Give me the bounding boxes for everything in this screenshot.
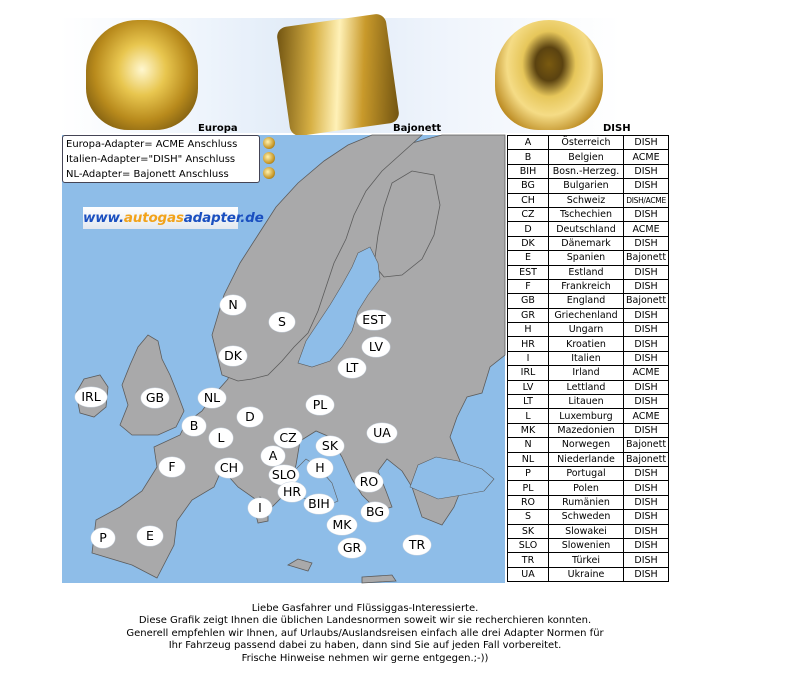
country-code-cell: CH: [508, 193, 549, 207]
country-name-cell: Schweden: [549, 510, 624, 524]
country-code-cell: H: [508, 323, 549, 337]
map-label-LV: LV: [362, 337, 390, 357]
country-name-cell: Portugal: [549, 466, 624, 480]
country-name-cell: Litauen: [549, 395, 624, 409]
table-row: [508, 438, 669, 452]
adapter-legend: [62, 135, 260, 183]
table-row: [508, 524, 669, 538]
table-row: [508, 538, 669, 552]
country-code-cell: L: [508, 409, 549, 423]
country-name-cell: Ukraine: [549, 567, 624, 581]
country-type-cell: DISH: [624, 538, 669, 552]
table-row: [508, 510, 669, 524]
table-row: [508, 423, 669, 437]
autogasadapter-logo[interactable]: www.autogasadapter.de: [83, 207, 238, 229]
black-sea-shape: [410, 457, 494, 499]
country-code-cell: A: [508, 136, 549, 150]
country-type-cell: DISH: [624, 510, 669, 524]
country-code-cell: MK: [508, 423, 549, 437]
country-name-cell: Italien: [549, 351, 624, 365]
map-label-HR: HR: [278, 482, 306, 502]
great-britain-shape: [120, 335, 184, 435]
map-label-UA: UA: [367, 423, 397, 443]
country-code-cell: PL: [508, 481, 549, 495]
country-type-cell: Bajonett: [624, 452, 669, 466]
map-label-SLO: SLO: [269, 465, 299, 485]
crete-shape: [362, 575, 396, 583]
country-code-cell: EST: [508, 265, 549, 279]
footer-line: Ihr Fahrzeug passend dabei zu haben, dann sind Sie auf jeden Fall vorbereitet.: [168, 640, 562, 652]
country-type-cell: DISH: [624, 351, 669, 365]
map-label-L: L: [209, 428, 233, 448]
country-type-cell: DISH: [624, 136, 669, 150]
table-row: [508, 452, 669, 466]
table-row: [508, 495, 669, 509]
country-type-cell: DISH: [624, 423, 669, 437]
country-type-cell: ACME: [624, 222, 669, 236]
map-label-EST: EST: [357, 310, 391, 330]
map-label-DK: DK: [219, 346, 247, 366]
caption-bajonett: Bajonett: [393, 123, 442, 134]
table-row: [508, 193, 669, 207]
map-label-CZ: CZ: [274, 428, 302, 448]
country-name-cell: Slowenien: [549, 538, 624, 552]
table-row: [508, 136, 669, 150]
country-name-cell: Niederlande: [549, 452, 624, 466]
country-type-cell: DISH/ACME: [624, 193, 669, 207]
country-code-cell: D: [508, 222, 549, 236]
dish-adapter-photo: [495, 20, 603, 130]
country-name-cell: Rumänien: [549, 495, 624, 509]
caption-dish: DISH: [603, 123, 631, 134]
map-label-H: H: [307, 458, 333, 478]
map-label-CH: CH: [215, 458, 243, 478]
country-name-cell: Ungarn: [549, 323, 624, 337]
bajonett-adapter-photo: [276, 13, 400, 137]
country-name-cell: Kroatien: [549, 337, 624, 351]
country-type-cell: Bajonett: [624, 251, 669, 265]
country-type-cell: ACME: [624, 150, 669, 164]
country-type-cell: DISH: [624, 207, 669, 221]
country-code-cell: SK: [508, 524, 549, 538]
table-row: [508, 164, 669, 178]
country-name-cell: Luxemburg: [549, 409, 624, 423]
sicily-shape: [288, 559, 312, 571]
country-code-cell: GR: [508, 308, 549, 322]
country-code-cell: NL: [508, 452, 549, 466]
dish-adapter-icon: [263, 152, 275, 164]
country-adapter-table: [507, 135, 669, 582]
map-label-LT: LT: [338, 358, 366, 378]
country-code-cell: CZ: [508, 207, 549, 221]
country-name-cell: Bulgarien: [549, 179, 624, 193]
country-name-cell: Deutschland: [549, 222, 624, 236]
country-type-cell: DISH: [624, 265, 669, 279]
table-row: [508, 380, 669, 394]
country-code-cell: B: [508, 150, 549, 164]
country-type-cell: DISH: [624, 308, 669, 322]
country-type-cell: DISH: [624, 279, 669, 293]
country-code-cell: BIH: [508, 164, 549, 178]
legend-row-bajonett: NL-Adapter= Bajonett Anschluss: [66, 169, 229, 180]
table-row: [508, 265, 669, 279]
country-code-cell: RO: [508, 495, 549, 509]
country-name-cell: Bosn.-Herzeg.: [549, 164, 624, 178]
country-code-cell: E: [508, 251, 549, 265]
country-type-cell: DISH: [624, 236, 669, 250]
table-row: [508, 308, 669, 322]
country-name-cell: Belgien: [549, 150, 624, 164]
legend-adapter-icons: [263, 137, 275, 182]
country-code-cell: BG: [508, 179, 549, 193]
table-row: [508, 207, 669, 221]
country-name-cell: Griechenland: [549, 308, 624, 322]
country-type-cell: DISH: [624, 164, 669, 178]
country-type-cell: DISH: [624, 395, 669, 409]
table-row: [508, 179, 669, 193]
map-label-GR: GR: [338, 538, 366, 558]
country-type-cell: ACME: [624, 366, 669, 380]
country-type-cell: DISH: [624, 323, 669, 337]
map-label-B: B: [182, 416, 206, 436]
footer-text: [60, 603, 670, 665]
footer-line: Diese Grafik zeigt Ihnen die üblichen Landesnormen soweit wir sie recherchieren konnten.: [138, 615, 592, 627]
map-label-A: A: [261, 446, 285, 466]
country-type-cell: DISH: [624, 567, 669, 581]
map-label-RO: RO: [355, 472, 383, 492]
legend-row-acme: Europa-Adapter= ACME Anschluss: [66, 139, 238, 150]
country-type-cell: DISH: [624, 481, 669, 495]
country-code-cell: TR: [508, 553, 549, 567]
table-row: [508, 150, 669, 164]
table-row: [508, 366, 669, 380]
map-label-N: N: [220, 295, 246, 315]
country-type-cell: DISH: [624, 553, 669, 567]
table-row: [508, 323, 669, 337]
country-type-cell: DISH: [624, 337, 669, 351]
table-row: [508, 351, 669, 365]
country-type-cell: DISH: [624, 524, 669, 538]
footer-line: Generell empfehlen wir Ihnen, auf Urlaubs/Auslandsreisen einfach alle drei Adapter Normen für: [126, 627, 604, 639]
acme-adapter-icon: [263, 137, 275, 149]
country-name-cell: Österreich: [549, 136, 624, 150]
table-row: [508, 409, 669, 423]
country-code-cell: IRL: [508, 366, 549, 380]
acme-adapter-photo: [86, 20, 198, 130]
country-code-cell: F: [508, 279, 549, 293]
map-label-GB: GB: [141, 388, 169, 408]
country-code-cell: UA: [508, 567, 549, 581]
country-type-cell: DISH: [624, 466, 669, 480]
country-type-cell: Bajonett: [624, 294, 669, 308]
map-label-BIH: BIH: [304, 494, 334, 514]
country-code-cell: LT: [508, 395, 549, 409]
table-row: [508, 481, 669, 495]
country-code-cell: S: [508, 510, 549, 524]
country-name-cell: Dänemark: [549, 236, 624, 250]
europe-map: [62, 135, 505, 583]
europe-map-shapes: [62, 135, 505, 583]
table-row: [508, 395, 669, 409]
table-row: [508, 222, 669, 236]
country-code-cell: I: [508, 351, 549, 365]
caption-europa: Europa: [198, 123, 238, 134]
table-row: [508, 294, 669, 308]
footer-line: Frische Hinweise nehmen wir gerne entgegen.;-)): [241, 652, 489, 664]
country-name-cell: Lettland: [549, 380, 624, 394]
country-code-cell: P: [508, 466, 549, 480]
country-name-cell: Polen: [549, 481, 624, 495]
country-name-cell: Tschechien: [549, 207, 624, 221]
table-row: [508, 236, 669, 250]
map-label-BG: BG: [361, 502, 389, 522]
country-code-cell: GB: [508, 294, 549, 308]
country-name-cell: Frankreich: [549, 279, 624, 293]
map-label-I: I: [248, 498, 272, 518]
country-name-cell: Slowakei: [549, 524, 624, 538]
map-label-F: F: [159, 457, 185, 477]
map-label-NL: NL: [198, 388, 226, 408]
table-row: [508, 466, 669, 480]
country-type-cell: DISH: [624, 179, 669, 193]
map-label-PL: PL: [306, 395, 334, 415]
footer-line: Liebe Gasfahrer und Flüssiggas-Interessierte.: [251, 603, 479, 614]
country-name-cell: Spanien: [549, 251, 624, 265]
map-label-SK: SK: [316, 436, 344, 456]
country-code-cell: N: [508, 438, 549, 452]
table-row: [508, 337, 669, 351]
country-type-cell: DISH: [624, 380, 669, 394]
country-name-cell: Norwegen: [549, 438, 624, 452]
map-label-IRL: IRL: [75, 387, 107, 407]
country-code-cell: HR: [508, 337, 549, 351]
country-type-cell: ACME: [624, 409, 669, 423]
legend-row-dish: Italien-Adapter="DISH" Anschluss: [66, 154, 236, 165]
country-type-cell: Bajonett: [624, 438, 669, 452]
map-label-MK: MK: [327, 515, 357, 535]
map-label-TR: TR: [403, 535, 431, 555]
table-row: [508, 251, 669, 265]
table-row: [508, 567, 669, 581]
country-code-cell: SLO: [508, 538, 549, 552]
country-type-cell: DISH: [624, 495, 669, 509]
map-label-P: P: [91, 528, 115, 548]
map-label-S: S: [269, 312, 295, 332]
country-name-cell: Türkei: [549, 553, 624, 567]
country-name-cell: Schweiz: [549, 193, 624, 207]
bajonett-adapter-icon: [263, 167, 275, 179]
country-code-cell: DK: [508, 236, 549, 250]
country-name-cell: England: [549, 294, 624, 308]
map-label-E: E: [137, 526, 163, 546]
table-row: [508, 279, 669, 293]
table-row: [508, 553, 669, 567]
country-name-cell: Mazedonien: [549, 423, 624, 437]
country-name-cell: Irland: [549, 366, 624, 380]
map-label-D: D: [237, 407, 263, 427]
country-name-cell: Estland: [549, 265, 624, 279]
country-code-cell: LV: [508, 380, 549, 394]
